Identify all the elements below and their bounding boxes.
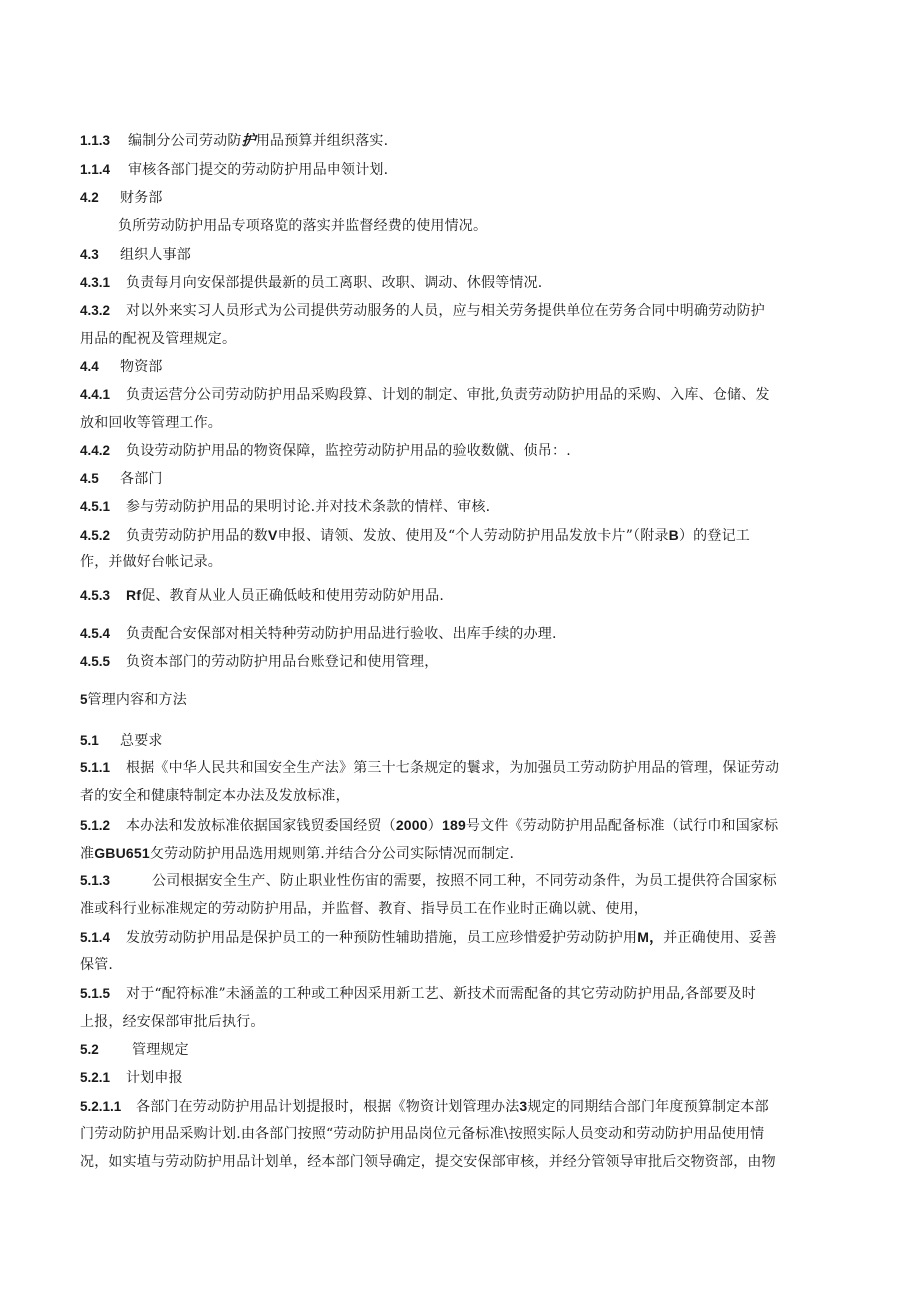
clause-text: 准 [80, 846, 95, 862]
clause-text: 发放劳动防护用品是保护员工的一种预防性辅助措施，员工应珍惜爱护劳动防护用 [126, 930, 638, 946]
clause-number: 4.5.4 [80, 626, 111, 641]
clause-1-1-4 [80, 160, 388, 180]
clause-number: 1.1.3 [80, 133, 111, 148]
section-4-5-heading [80, 469, 163, 489]
section-number: 5.1 [80, 733, 99, 748]
clause-text: 攵劳动防护用品选用规则第.并结合分公司实际情况而制定. [149, 846, 515, 862]
clause-text: 负设劳动防护用品的物资保障，监控劳动防护用品的验收数僦、侦吊：. [126, 443, 571, 459]
clause-number: 5.2.1 [80, 1070, 111, 1085]
clause-text: 用品的配祝及管理规定。 [80, 331, 237, 347]
clause-1-1-3 [80, 131, 388, 151]
clause-text: 上报，经安保部审批后执行。 [80, 1014, 265, 1030]
clause-4-3-2-cont [80, 329, 236, 349]
clause-text: 规定的同期结合部门年度预算制定本部 [527, 1099, 769, 1115]
section-number: 5.2 [80, 1042, 99, 1057]
clause-4-3-2 [80, 301, 765, 321]
clause-text: ）的登记工 [678, 528, 750, 544]
clause-text: 负责运营分公司劳动防护用品采购段算、计划的制定、审批,负责劳动防护用品的采购、入库、仓储、发 [126, 387, 770, 403]
clause-text: 号文件《劳动防护用品配备标准（试行巾和国家标 [465, 818, 779, 834]
clause-5-1-2 [80, 815, 778, 835]
section-number: 4.3 [80, 247, 99, 262]
clause-text: ） [427, 818, 442, 834]
section-5-1-heading [80, 731, 163, 751]
clause-5-1-4-cont [80, 955, 113, 975]
clause-5-2-1-1 [80, 1096, 769, 1116]
clause-5-1-5-cont [80, 1012, 265, 1032]
clause-text-emphasis: Rf [126, 587, 142, 603]
clause-number: 4.5.2 [80, 528, 111, 543]
chapter-5-heading [80, 690, 187, 710]
clause-text-emphasis: 护 [241, 133, 256, 149]
clause-4-5-4 [80, 624, 557, 644]
clause-number: 5.2.1.1 [80, 1099, 122, 1114]
clause-text: 负责配合安保部对相关特种劳动防护用品进行验收、出库手续的办理. [126, 626, 557, 642]
clause-5-2-1 [80, 1068, 183, 1088]
clause-number: 5.1.5 [80, 986, 111, 1001]
clause-text: 作，并做好台帐记录。 [80, 554, 222, 570]
clause-text: 放和回收等管理工作。 [80, 415, 222, 431]
clause-text: 计划申报 [126, 1070, 183, 1086]
clause-text: 保管. [80, 957, 114, 973]
clause-5-1-3-cont [80, 899, 648, 919]
clause-number: 5.1.4 [80, 930, 111, 945]
clause-text: 编制分公司劳动防 [128, 133, 242, 149]
clause-text: 参与劳动防护用品的果明讨论.并对技术条款的情样、审核. [126, 499, 491, 515]
clause-text: 负责劳动防护用品的数 [126, 528, 268, 544]
section-4-2-heading [80, 188, 163, 208]
clause-5-1-1-cont [80, 786, 350, 806]
paragraph-4-2 [118, 216, 487, 236]
clause-text-emphasis: 3 [519, 1098, 528, 1114]
clause-4-4-2 [80, 441, 571, 461]
section-title: 组织人事部 [120, 247, 191, 263]
clause-4-4-1-cont [80, 413, 222, 433]
clause-text: 本办法和发放标准依据国家钱贸委国经贸（ [126, 818, 396, 834]
clause-text: 准或科行业标准规定的劳动防护用品，并监督、教育、指导员工在作业时正确以就、使用， [80, 901, 648, 917]
clause-4-5-2 [80, 525, 750, 545]
clause-text: 根据《中华人民共和国安全生产法》第三十七条规定的鬟求，为加强员工劳动防护用品的管理，保证劳动 [126, 760, 780, 776]
clause-text-emphasis: V [268, 527, 278, 543]
clause-number: 4.5.1 [80, 499, 111, 514]
clause-text: 促、教育从业人员正确低岐和使用劳动防妒用品. [141, 588, 445, 604]
clause-4-3-1 [80, 273, 542, 293]
clause-5-1-1 [80, 758, 779, 778]
section-4-4-heading [80, 357, 163, 377]
clause-4-5-2-cont [80, 552, 222, 572]
clause-text: 况，如实埴与劳动防护用品计划单，经本部门领导确定，提交安保部审核，并经分管领导审批后交物资部，由物 [80, 1154, 776, 1170]
clause-5-1-4 [80, 927, 777, 947]
clause-text: 对以外来实习人员形式为公司提供劳动服务的人员，应与相关劳务提供单位在劳务合同中明确劳动防护 [126, 303, 765, 319]
clause-text: 审核各部门提交的劳动防护用品申领计划. [128, 162, 389, 178]
section-title: 物资部 [120, 359, 163, 375]
clause-text-emphasis: 2000 [395, 817, 428, 833]
clause-text: 用品预算并组织落实. [255, 133, 389, 149]
section-number: 4.5 [80, 471, 99, 486]
clause-5-2-1-1-cont [80, 1124, 764, 1144]
clause-number: 1.1.4 [80, 162, 111, 177]
clause-number: 4.3.1 [80, 275, 111, 290]
clause-5-1-2-cont [80, 843, 514, 863]
section-title: 总要求 [120, 733, 163, 749]
section-title: 各部门 [120, 471, 163, 487]
clause-number: 4.4.1 [80, 387, 111, 402]
clause-text: 门劳动防护用品采购计划.由各部门按照“劳动防护用品岗位元备标准\按照实际人员变动和劳动防护用品使用情 [80, 1126, 765, 1142]
clause-text: 公司根据安全生产、防止职业性伤宙的需要，按照不同工种，不同劳动条件，为员工提供符合国家标 [152, 873, 777, 889]
clause-text: 负责每月向安保部提供最新的员工离职、改职、调动、休假等情况. [126, 275, 543, 291]
section-number: 4.2 [80, 190, 99, 205]
clause-5-2-1-1-cont-2 [80, 1152, 776, 1172]
section-title: 管理规定 [132, 1042, 189, 1058]
chapter-number: 5 [80, 692, 88, 707]
clause-text-emphasis: 189 [441, 817, 466, 833]
clause-text: 并正确使用、妥善 [663, 930, 777, 946]
section-4-3-heading [80, 245, 191, 265]
clause-text-emphasis: GBU651 [94, 845, 150, 861]
clause-5-1-5 [80, 984, 756, 1004]
clause-text-emphasis: B [668, 527, 679, 543]
section-title: 财务部 [120, 190, 163, 206]
clause-text: 申报、请领、发放、使用及“个人劳动防护用品发放卡片”（附录 [277, 528, 669, 544]
clause-number: 4.5.3 [80, 588, 111, 603]
section-number: 4.4 [80, 359, 99, 374]
paragraph-text: 负所劳动防护用品专项珞览的落实并监督经费的使用情况。 [118, 218, 488, 234]
section-5-2-heading [80, 1040, 189, 1060]
clause-4-5-1 [80, 497, 490, 517]
chapter-title: 管理内容和方法 [87, 692, 187, 708]
clause-number: 5.1.2 [80, 818, 111, 833]
clause-4-5-3 [80, 585, 444, 605]
clause-number: 4.5.5 [80, 654, 111, 669]
clause-4-4-1 [80, 385, 770, 405]
clause-text: 者的安全和健康特制定本办法及发放标准， [80, 788, 350, 804]
clause-number: 4.3.2 [80, 303, 111, 318]
clause-4-5-5 [80, 652, 438, 672]
clause-5-1-3 [80, 871, 777, 891]
clause-text: 各部门在劳动防护用品计划提报时，根据《物资计划管理办法 [136, 1099, 520, 1115]
clause-number: 5.1.1 [80, 760, 111, 775]
clause-text: 对于“配符标准”未涵盖的工种或工种因采用新工艺、新技术而需配备的其它劳动防护用品,各部要及时 [126, 986, 756, 1002]
clause-text-emphasis: M， [637, 929, 664, 945]
clause-number: 5.1.3 [80, 873, 111, 888]
clause-text: 负资本部门的劳动防护用品台账登记和使用管理， [126, 654, 439, 670]
clause-number: 4.4.2 [80, 443, 111, 458]
